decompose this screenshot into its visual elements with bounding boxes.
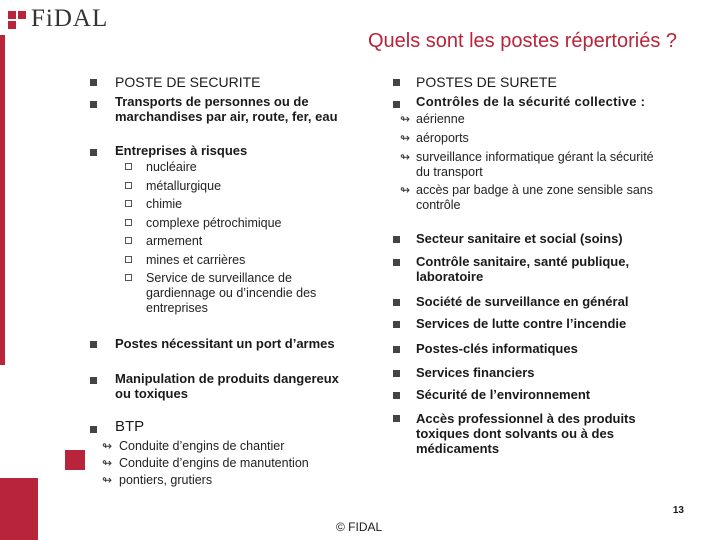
left-item-produits-line1: Manipulation de produits dangereux — [115, 371, 339, 386]
page-number: 13 — [672, 505, 684, 516]
logo-mark — [8, 11, 26, 29]
bullet-icon — [393, 101, 400, 108]
right-item-environnement: Sécurité de l’environnement — [416, 387, 591, 402]
footer-copyright: © FIDAL — [336, 520, 383, 534]
left-item-btp: BTP — [115, 418, 145, 435]
right-item-controle-sanitaire-line1: Contrôle sanitaire, santé publique, — [416, 254, 630, 269]
right-item-controle-sanitaire-line2: laboratoire — [416, 269, 484, 284]
arrow-icon: ↬ — [400, 183, 411, 197]
sub-item: Conduite d’engins de manutention — [119, 456, 309, 470]
arrow-icon: ↬ — [102, 439, 113, 453]
bullet-icon — [393, 392, 400, 399]
right-heading: POSTES DE SURETE — [416, 74, 557, 90]
bullet-icon — [393, 79, 400, 86]
checkbox-bullet-icon — [125, 274, 132, 281]
bullet-icon — [393, 259, 400, 266]
arrow-icon: ↬ — [400, 112, 411, 126]
bullet-icon — [90, 341, 97, 348]
sub-item: aéroports — [416, 131, 469, 145]
sub-item: Conduite d’engins de chantier — [119, 439, 285, 453]
left-heading: POSTE DE SECURITE — [115, 74, 261, 90]
left-item-produits-line2: ou toxiques — [115, 386, 188, 401]
bullet-icon — [393, 370, 400, 377]
accent-block — [0, 478, 38, 540]
left-item-entreprises: Entreprises à risques — [115, 143, 248, 158]
sub-item-continued: contrôle — [416, 198, 461, 212]
sub-item: mines et carrières — [146, 253, 246, 267]
page-title: Quels sont les postes répertoriés ? — [367, 30, 677, 52]
checkbox-bullet-icon — [125, 237, 132, 244]
bullet-icon — [393, 415, 400, 422]
arrow-icon: ↬ — [400, 150, 411, 164]
right-item-financiers: Services financiers — [416, 365, 535, 380]
sub-item: chimie — [146, 197, 183, 211]
bullet-icon — [393, 299, 400, 306]
left-item-transport-line1: Transports de personnes ou de — [115, 94, 309, 109]
bullet-icon — [90, 79, 97, 86]
sub-item-continued: du transport — [416, 165, 483, 179]
left-item-transport-line2: marchandises par air, route, fer, eau — [115, 109, 338, 124]
right-item-informatique: Postes-clés informatiques — [416, 341, 578, 356]
right-item-acces-line3: médicaments — [416, 441, 500, 456]
right-item-sanitaire: Secteur sanitaire et social (soins) — [416, 231, 623, 246]
sub-item: Service de surveillance de — [146, 271, 292, 285]
accent-square — [65, 450, 85, 470]
sub-item: armement — [146, 234, 203, 248]
checkbox-bullet-icon — [125, 182, 132, 189]
sub-item: nucléaire — [146, 160, 197, 174]
checkbox-bullet-icon — [125, 200, 132, 207]
sub-item-continued: entreprises — [146, 301, 208, 315]
sub-item: aérienne — [416, 112, 465, 126]
right-item-acces-line1: Accès professionnel à des produits — [416, 411, 636, 426]
sub-item: accès par badge à une zone sensible sans — [416, 183, 653, 197]
bullet-icon — [393, 236, 400, 243]
checkbox-bullet-icon — [125, 219, 132, 226]
bullet-icon — [90, 426, 97, 433]
checkbox-bullet-icon — [125, 256, 132, 263]
left-item-armes: Postes nécessitant un port d’armes — [115, 336, 335, 351]
sub-item-continued: gardiennage ou d’incendie des — [146, 286, 317, 300]
checkbox-bullet-icon — [125, 163, 132, 170]
sub-item: métallurgique — [146, 179, 222, 193]
logo-text: FiDAL — [31, 5, 109, 32]
sub-item: surveillance informatique gérant la sécurité — [416, 150, 654, 164]
sub-item: pontiers, grutiers — [119, 473, 213, 487]
left-accent-bar — [0, 35, 5, 365]
bullet-icon — [90, 149, 97, 156]
arrow-icon: ↬ — [400, 131, 411, 145]
bullet-icon — [90, 377, 97, 384]
bullet-icon — [393, 346, 400, 353]
right-item-surveillance: Société de surveillance en général — [416, 294, 629, 309]
sub-item: complexe pétrochimique — [146, 216, 282, 230]
right-item-incendie: Services de lutte contre l’incendie — [416, 316, 627, 331]
right-item-acces-line2: toxiques dont solvants ou à des — [416, 426, 614, 441]
arrow-icon: ↬ — [102, 456, 113, 470]
arrow-icon: ↬ — [102, 473, 113, 487]
bullet-icon — [393, 321, 400, 328]
bullet-icon — [90, 101, 97, 108]
right-item-controles: Contrôles de la sécurité collective : — [416, 94, 646, 109]
